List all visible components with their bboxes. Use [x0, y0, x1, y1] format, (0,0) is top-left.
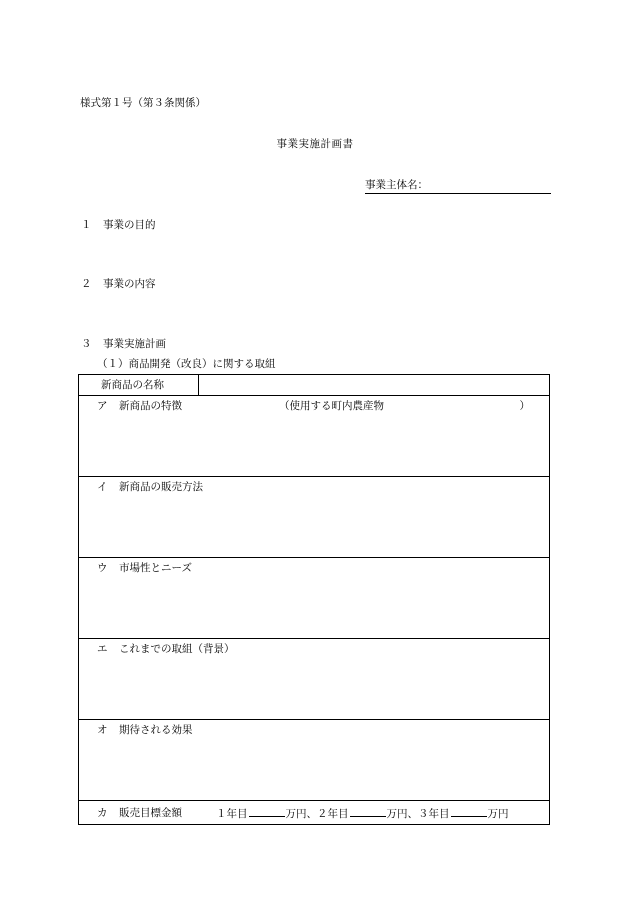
subsection-product-development: （１）商品開発（改良）に関する取組: [97, 358, 276, 370]
product-name-row: [79, 375, 549, 395]
row-label-text: 新商品の販売方法: [119, 481, 203, 493]
section-plan: [81, 339, 166, 350]
row-mark: エ: [97, 643, 108, 655]
entity-name-label: 事業主体名：: [365, 179, 428, 191]
row-mark: イ: [97, 481, 108, 493]
row-mark: カ: [97, 807, 108, 819]
plan-table: [78, 374, 550, 825]
section-label: 事業の目的: [103, 219, 156, 231]
local-produce-note: （使用する町内農産物: [279, 400, 384, 412]
row-label-text: 市場性とニーズ: [119, 562, 192, 574]
row-label-text: 販売目標金額: [119, 807, 182, 819]
row-mark: ウ: [97, 562, 108, 574]
product-features-row[interactable]: [79, 395, 549, 476]
row-mark: ア: [97, 400, 108, 412]
year1-amount-field[interactable]: [249, 808, 285, 817]
section-label: 事業の内容: [103, 278, 156, 290]
local-produce-note-close: ）: [519, 400, 530, 412]
year3-label: ３年目: [418, 808, 450, 820]
form-number: 様式第１号（第３条関係）: [80, 97, 206, 109]
unit-label: 万円: [285, 808, 307, 820]
row-label: [97, 482, 203, 493]
year2-amount-field[interactable]: [350, 808, 386, 817]
section-number: ２: [81, 278, 92, 290]
cell-divider: [198, 375, 199, 395]
year2-label: ２年目: [317, 808, 349, 820]
row-label: [97, 563, 192, 574]
separator: 、: [407, 808, 418, 820]
year3-amount-field[interactable]: [451, 808, 487, 817]
expected-effects-row[interactable]: [79, 719, 549, 800]
section-label: 事業実施計画: [103, 338, 166, 350]
row-label: [97, 644, 235, 655]
market-needs-row[interactable]: [79, 557, 549, 638]
row-label: [97, 401, 182, 412]
section-purpose: [81, 220, 156, 231]
row-label: [97, 808, 182, 819]
row-label-text: 新商品の特徴: [119, 400, 182, 412]
sales-targets: [216, 808, 509, 820]
sales-method-row[interactable]: [79, 476, 549, 557]
section-content: [81, 279, 156, 290]
section-number: １: [81, 219, 92, 231]
sales-target-row: [79, 800, 549, 824]
row-label: [97, 725, 193, 736]
separator: 、: [306, 808, 317, 820]
row-label-text: 期待される効果: [119, 724, 193, 736]
section-number: ３: [81, 338, 92, 350]
document-title: 事業実施計画書: [276, 138, 354, 150]
unit-label: 万円: [487, 808, 509, 820]
row-label-text: これまでの取組（背景）: [119, 643, 235, 655]
background-row[interactable]: [79, 638, 549, 719]
row-mark: オ: [97, 724, 108, 736]
product-name-label: 新商品の名称: [101, 379, 164, 391]
entity-name-field[interactable]: [365, 180, 551, 194]
year1-label: １年目: [216, 808, 248, 820]
unit-label: 万円: [386, 808, 408, 820]
